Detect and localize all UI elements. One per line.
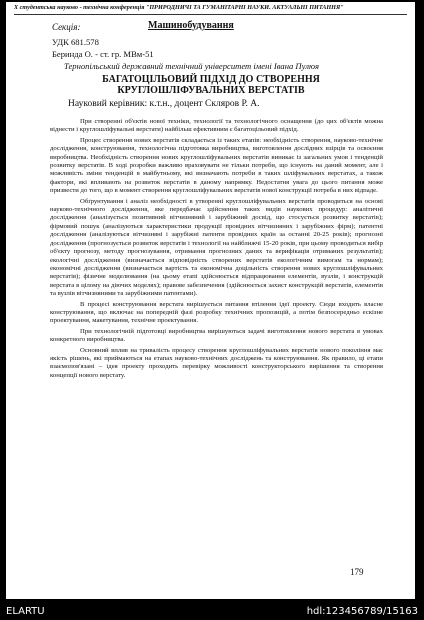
body-text: [50, 118, 383, 382]
header-rule: [14, 14, 407, 15]
paragraph: При технологічній підготовці виробництва вирішуються задачі виготовлення нового верстата в умовах конкретного виробництва.: [50, 327, 383, 344]
paper-title: БАГАТОЦІЛЬОВИЙ ПІДХІД ДО СТВОРЕННЯ КРУГЛОШЛІФУВАЛЬНИХ ВЕРСТАТІВ: [102, 74, 320, 96]
document-page: [6, 2, 415, 599]
paragraph: Процес створення нових верстатів складається із таких етапів: необхідність створення, науково-технічне дослідження, конструювання, технологічна підготовка виробництва, виготовлення дослідних взірців та освоєння виробництва. Необхідність створення нових круглошліфувальних верстатів виникає із загальних умов і тенденцій розвитку верстатів. В ході розробки важливо враховувати не тільки потреби, що існують на даний момент, але і можливість зміни тенденцій в майбутньому, які визначають потреби в таких шліфувальних верстатах, а також фактори, які впливають на розвиток верстатів в даному напрямку. Недостатня увага до цього питання може призвести до того, що в момент створення круглошліфувальних верстатів нової конструкції потреба в них відпаде.: [50, 136, 383, 195]
conference-header: Х студентська науково - технічна конференція "ПРИРОДНИЧІ ТА ГУМАНІТАРНІ НАУКИ. АКТУАЛЬНІ ПИТАННЯ": [14, 4, 344, 11]
paragraph: В процесі конструювання верстата вирішується питання втілення ідеї проекту. Сюди входить власне конструювання, що включає на попередній фазі розробку технічних пропозицій, а потім безпосередньо ескізне проектування, макетування, технічне проектування.: [50, 300, 383, 325]
udc-code: УДК 681.578: [52, 37, 99, 47]
paragraph: Обґрунтування і аналіз необхідності в утворенні круглошліфувальних верстатів проводиться на основі науково-технічного дослідження, яке передбачає здійснення таких видів наукових процедур: аналітичні дослідження (аналізується позитивний вітчизняний і зарубіжний досвід, що стосується розвитку верстатів); фірмовий пошук (аналізуються характеристики продукції провідних вітчизняних і зарубіжних фірм); патентні дослідження (аналізуються вітчизняні і зарубіжні патенти провідних країн за останні 20-25 років); прогнозні дослідження (прогнозується розвиток верстатів і технології на найближчі 15-20 років, при цьому проводиться вибір об'єкту прогнозу, методу прогнозування, отримання прогнозних даних та верифікація отриманих результатів); екологічні дослідження (визначається відповідність створених верстатів екологічним вимогам та нормам); економічні дослідження (визначається вартість та економічна доцільність створення нових круглошліфувальних верстатів); фізичне моделювання (на цьому етапі здійснюється відпрацювання елементів, вузлів, і конструкцій верстата в цілому на діючих моделях); правове забезпечення (здійснюється захист конструкцій верстатів, елементів та вузлів вітчизняними та зарубіжними патентами).: [50, 197, 383, 298]
page-number: 179: [350, 567, 364, 577]
section-name: Машинобудування: [148, 20, 234, 31]
handle-id: hdl:123456789/15163: [306, 606, 418, 617]
affiliation: Тернопільський державний технічний університет імені Івана Пулюя: [64, 61, 320, 71]
repository-name: ELARTU: [6, 606, 45, 617]
section-label: Секція:: [52, 22, 81, 32]
paragraph: При створенні об'єктів нової техніки, технології та технологічного оснащення (до цих об'єктів можна віднести і круглошліфувальні верстати) найбільш ефективним є багатоцільовий підхід.: [50, 118, 383, 134]
scientific-advisor: Науковий керівник: к.т.н., доцент Скляров Р. А.: [68, 99, 260, 109]
author: Беринда О. - ст. гр. МВм-51: [52, 49, 154, 59]
paragraph: Основний вплив на тривалість процесу створення круглошліфувальних верстатів нового покоління має якість рішень, які приймаються на етапах науково-технічних досліджень та конструювання. Як правило, ці етапи взаємопов'язані – ідея проекту проходить перевірку можливості конструкторського вирішення та створення концепції нового верстату.: [50, 346, 383, 379]
